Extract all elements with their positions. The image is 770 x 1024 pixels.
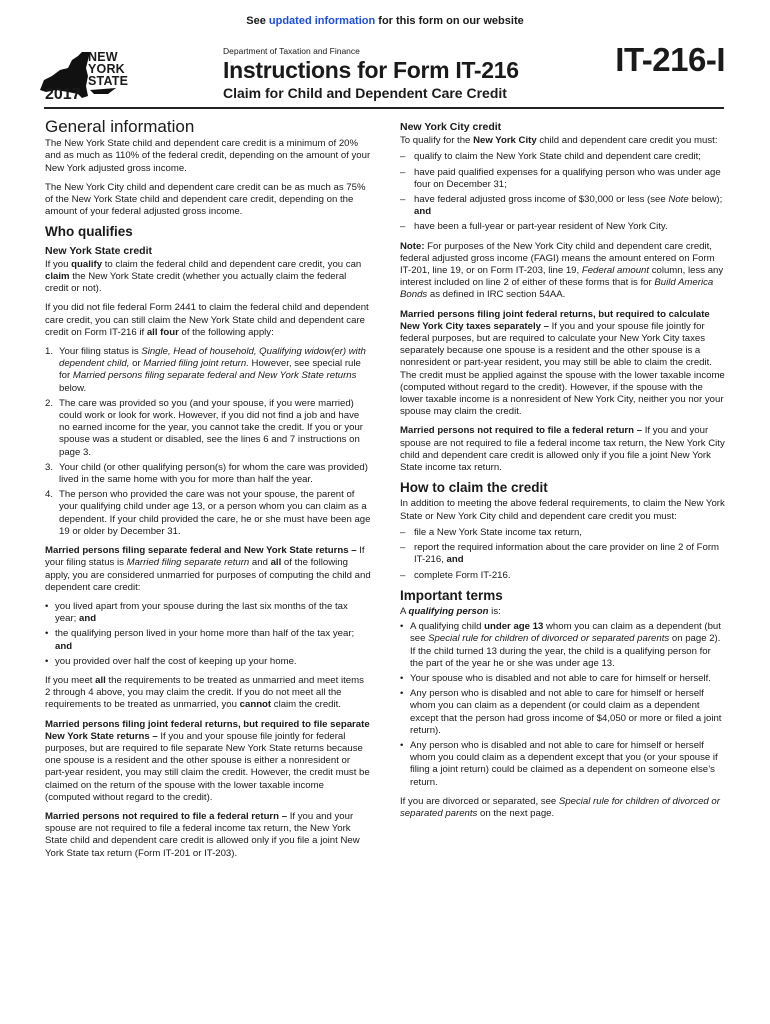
not-required-nys-para: Married persons not required to file a federal return – If you and your spouse are not required to file a federal income tax return, the New York State child and dependent care credit is allowed only if you file a joint New York State tax return (Form IT-201 or IT-203).: [45, 810, 360, 859]
list-item: 1. Your filing status is Single, Head of household, Qualifying widow(er) with dependent child, or Married filing joint return. However, see special rule for Married persons filing separate federal and New York State returns below.: [45, 346, 366, 394]
list-item: • Your spouse who is disabled and not able to care for himself or herself.: [400, 672, 711, 684]
list-item: – file a New York State income tax return,: [400, 526, 582, 538]
nys-credit-heading: New York State credit: [45, 244, 152, 257]
left-column: [45, 118, 371, 867]
divorced-note: If you are divorced or separated, see Special rule for children of divorced or separated parents on the next page.: [400, 795, 720, 819]
general-info-heading: General information: [45, 117, 195, 136]
tax-year: 2017: [45, 86, 81, 103]
nys-wordmark: NEW YORK STATE: [88, 50, 129, 88]
top-notice: See updated information for this form on our website: [246, 15, 524, 27]
list-item: – qualify to claim the New York State child and dependent care credit;: [400, 151, 701, 163]
nys-para-2: If you did not file federal Form 2441 to claim the federal child and dependent care credit, you can still claim the New York State child and dependent care credit on Form IT-216 if all four of the following apply:: [45, 302, 369, 338]
fagi-note: Note: For purposes of the New York City child and dependent care credit, federal adjusted gross income (FAGI) means the amount entered on Form IT-201, line 19, or on Form IT-203, line 19, Federal amount column, less any interest included on line 2 of either of these forms that is for Build America Bonds as defined in IRC section 54AA.: [400, 240, 724, 301]
how-to-claim-heading: How to claim the credit: [400, 480, 548, 496]
list-item: • Any person who is disabled and not able to care for himself or herself whom you could claim as a dependent except that you (or your spouse if filing a joint return) could be claimed as a dependent on someone else’s return.: [400, 739, 718, 788]
general-para-2: The New York City child and dependent care credit can be as much as 75% of the New York State child and dependent care credit, depending on the amount of your federal adjusted gross income.: [45, 181, 366, 218]
page-subtitle: Claim for Child and Dependent Care Credit: [223, 85, 507, 101]
requirements-list: [45, 346, 371, 538]
list-item: – report the required information about the care provider on line 2 of Form IT-216, and: [400, 542, 720, 566]
list-item: – have federal adjusted gross income of $30,000 or less (see Note below); and: [400, 194, 723, 218]
mfj-nyc-para: Married persons filing joint federal returns, but required to calculate New York City taxes separately – If you and your spouse file jointly for federal purposes, but are required to calculate your New York City taxes separately because one spouse is a resident and the other spouse is a nonresident or part-year resident, you may still be able to claim the credit. The credit must be applied against the spouse with the lower taxable income (computed without regard to the credit). However, if the spouse with the lower taxable income is a nonresident of New York City, neither you nor your spouse may claim the credit.: [400, 308, 725, 418]
list-item: • the qualifying person lived in your home more than half of the tax year; and: [45, 628, 355, 652]
form-number: IT-216-I: [615, 41, 725, 78]
list-item: 2. The care was provided so you (and your spouse, if you were married) could work or look for work. However, if you did not find a job and have no earned income for the year, you cannot take the credit. If you or your spouse was a student or disabled, see the lines 6 and 7 instructions on page 3.: [45, 397, 363, 458]
important-terms-heading: Important terms: [400, 587, 503, 603]
list-item: – have been a full-year or part-year resident of New York City.: [400, 221, 668, 233]
mfs-rule: Married persons filing separate federal and New York State returns – If your filing status is Married filing separate return and all of the following apply, you are considered unmarried for purposes of computing the child and dependent care credit:: [45, 545, 371, 593]
qualifying-person-intro: A qualifying person is:: [400, 605, 501, 617]
list-item: – complete Form IT-216.: [400, 569, 511, 581]
list-item: 3. Your child (or other qualifying person(s) for whom the care was provided) lived in the same home with you for more than half the year.: [45, 461, 368, 486]
meet-requirements-para: If you meet all the requirements to be treated as unmarried and meet items 2 through 4 above, you may claim the credit. If you do not meet all the requirements to be treated as unmarried, you cannot claim the credit.: [45, 674, 364, 711]
list-item: • you lived apart from your spouse during the last six months of the tax year; and: [45, 600, 348, 625]
department-name: Department of Taxation and Finance: [223, 46, 360, 56]
how-to-claim-list: [400, 527, 725, 582]
list-item: • A qualifying child under age 13 whom you can claim as a dependent (but see Special rule for children of divorced or separated parents on page 2). If the child turned 13 during the year, the child is a qualifying person for the part of the year he or she was under age 13.: [400, 621, 721, 669]
list-item: • you provided over half the cost of keeping up your home.: [45, 655, 297, 667]
general-para-1: The New York State child and dependent care credit is a minimum of 20% and as much as 110% of the federal credit, depending on the amount of your New York adjusted gross income.: [45, 138, 371, 174]
updated-info-link[interactable]: updated information: [268, 15, 376, 27]
list-item: – have paid qualified expenses for a qualifying person who was under age four on December 31;: [400, 166, 721, 190]
mfj-nys-para: Married persons filing joint federal returns, but required to file separate New York State returns – If you and your spouse file jointly for federal purposes, but are required to file separate New York State returns because one spouse is a resident and the other spouse is either a nonresident or part-year resident, you may still claim the credit. However, the credit must be claimed on the return of the spouse with the lower taxable income (computed without regard to the credit).: [45, 718, 370, 803]
qualifying-person-list: [400, 621, 725, 789]
right-column: [400, 118, 725, 827]
list-item: 4. The person who provided the care was not your spouse, the parent of your qualifying child under age 13, or a person whom you can claim as a dependent. If your child provided the care, he or she must have been age 19 or older by December 31.: [45, 489, 371, 537]
mfs-conditions-list: [45, 601, 371, 668]
list-item: • Any person who is disabled and not able to care for himself or herself whom you can claim as a dependent (or could claim as a dependent except that the person had gross income of $4,050 or more or filed a joint return).: [400, 688, 722, 736]
nyc-requirements-list: [400, 151, 725, 233]
nyc-intro: To qualify for the New York City child and dependent care credit you must:: [400, 135, 718, 147]
how-intro: In addition to meeting the above federal requirements, to claim the New York State or New York City child and dependent care credit you must:: [400, 498, 725, 522]
page-title: Instructions for Form IT-216: [223, 57, 519, 83]
header-divider: [44, 107, 724, 109]
who-qualifies-heading: Who qualifies: [45, 224, 133, 240]
nys-para-1: If you qualify to claim the federal child and dependent care credit, you can claim the New York State credit (whether you actually claim the federal credit or not).: [45, 258, 362, 295]
nyc-credit-heading: New York City credit: [400, 121, 502, 133]
not-required-nyc-para: Married persons not required to file a federal return – If you and your spouse are not required to file a federal income tax return, the New York City child and dependent care credit is allowed only if you file a joint New York State income tax return.: [400, 425, 725, 474]
